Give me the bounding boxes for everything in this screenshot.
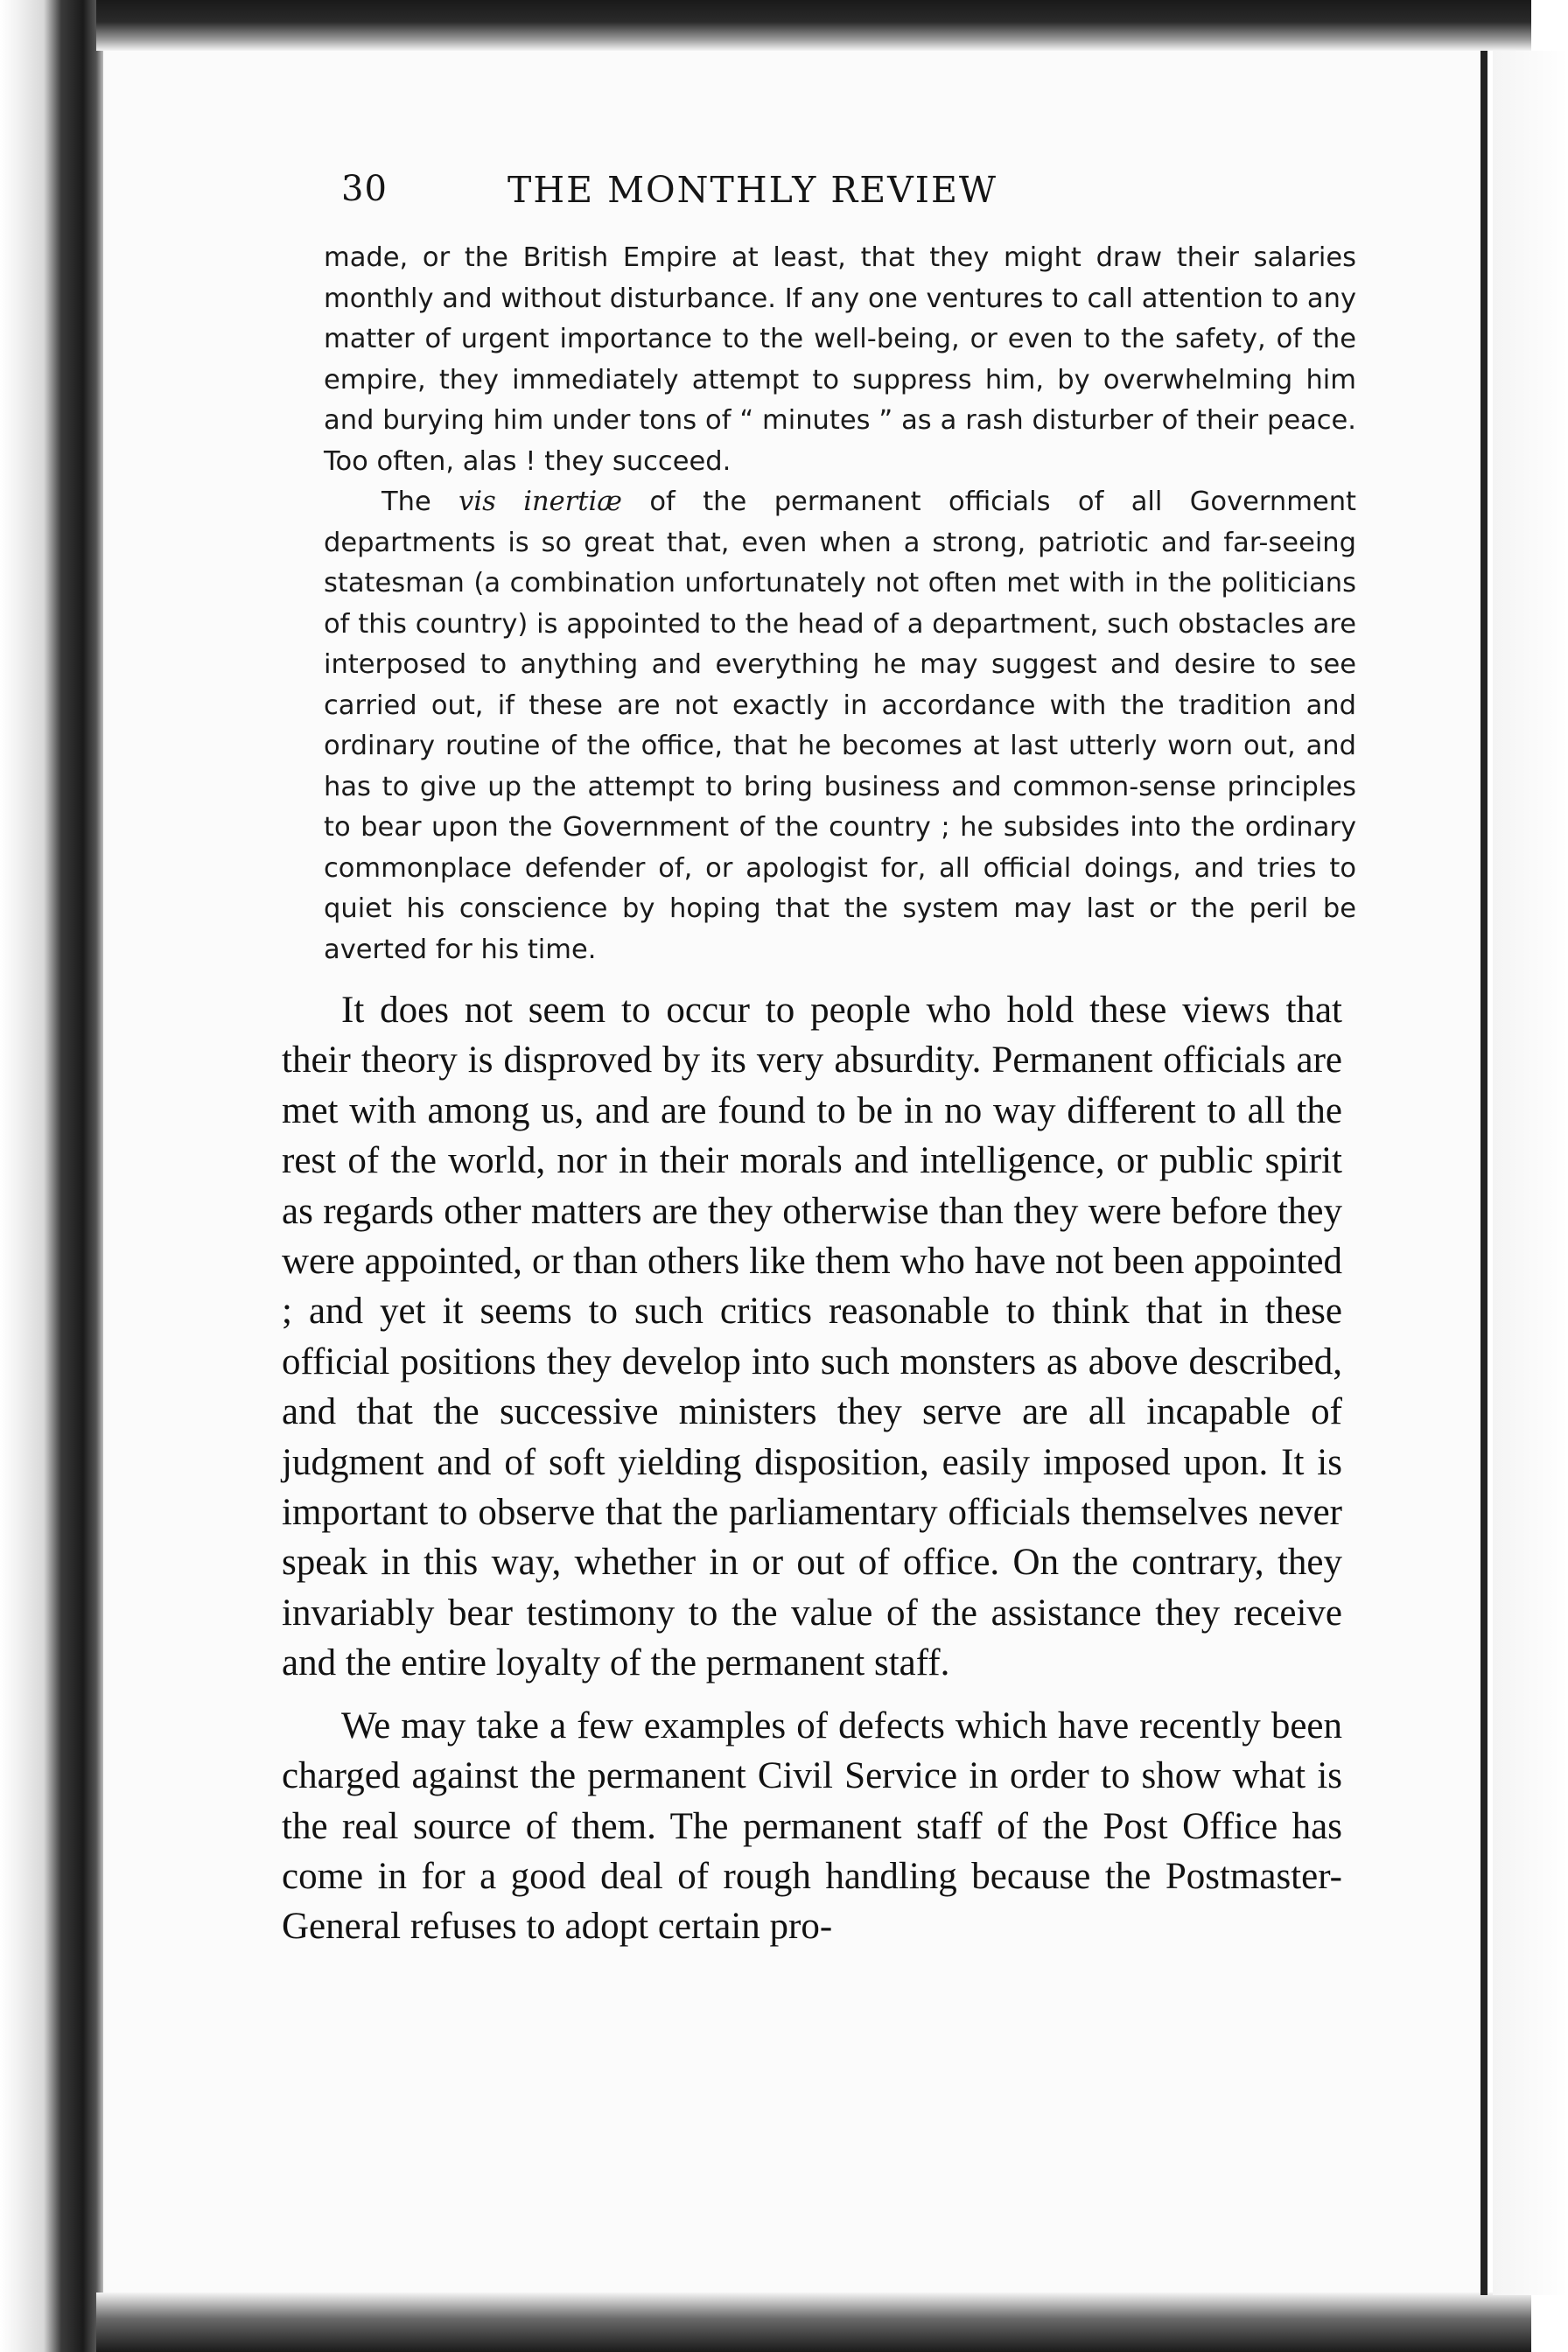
quote-italic-phrase: vis inertiæ [458, 486, 622, 517]
page-number: 30 [341, 169, 388, 209]
scan-shadow-top [96, 0, 1531, 51]
quote-lead-word: The [382, 486, 431, 517]
quote-text: of the permanent officials of all Government departments is so great that, even when a strong, patriotic and far-seeing statesman (a combination unfortunately not often met with in the politicians of this country) is appointed to the head of a department, such obstacles are interposed to anything and everything he may suggest and desire to see carried out, if these are not exactly in accordance with the tradition and ordinary routine of the office, that he becomes at last utterly worn out, and has to give up the attempt to bring business and common-sense principles to bear upon the Government of the country ; he subsides into the ordinary commonplace defender of, or apologist for, all official doings, and tries to quiet his conscience by hoping that the system may last or the peril be averted for his time. [324, 486, 1357, 965]
adjacent-page-edge [1480, 51, 1488, 2295]
quote-paragraph: made, or the British Empire at least, that they might draw their salaries monthly and without disturbance. If any one ventures to call attention to any matter of urgent importance to the well-being, or even to the safety, of the empire, they immediately attempt to suppress him, by overwhelming him and burying him under tons of “ minutes ” as a rash disturber of their peace. Too often, alas ! they succeed. [324, 242, 1356, 477]
body-text [282, 985, 1342, 1952]
body-paragraph: It does not seem to occur to people who hold these views that their theory is disproved by its very absurdity. Permanent officials are met with among us, and are found to be in no way different to all the rest of the world, nor in their morals and intelligence, or public spirit as regards other matters are they otherwise than they were before they were appointed, or than others like them who have not been appointed ; and yet it seems to such critics reasonable to think that in these official positions they develop into such monsters as above described, and that the successive ministers they serve are all incapable of judgment and of soft yielding disposition, easily imposed upon. It is important to observe that the parliamentary officials themselves never speak in this way, whether in or out of office. On the contrary, they invariably bear testimony to the value of the assistance they receive and the entire loyalty of the permanent staff. [282, 990, 1342, 1684]
body-paragraph: We may take a few examples of defects which have recently been charged against the permanent Civil Service in order to show what is the real source of them. The permanent staff of the Post Office has come in for a good deal of rough handling because the Postmaster-General refuses to adopt certain pro- [282, 1704, 1342, 1948]
adjacent-page-margin [1493, 51, 1568, 2295]
quote-paragraph [324, 482, 1356, 970]
block-quotation [324, 238, 1356, 970]
page-header [341, 169, 1181, 230]
book-binding-edge [0, 0, 103, 2352]
scan-shadow-bottom [96, 2292, 1531, 2352]
running-head: THE MONTHLY REVIEW [508, 169, 998, 211]
